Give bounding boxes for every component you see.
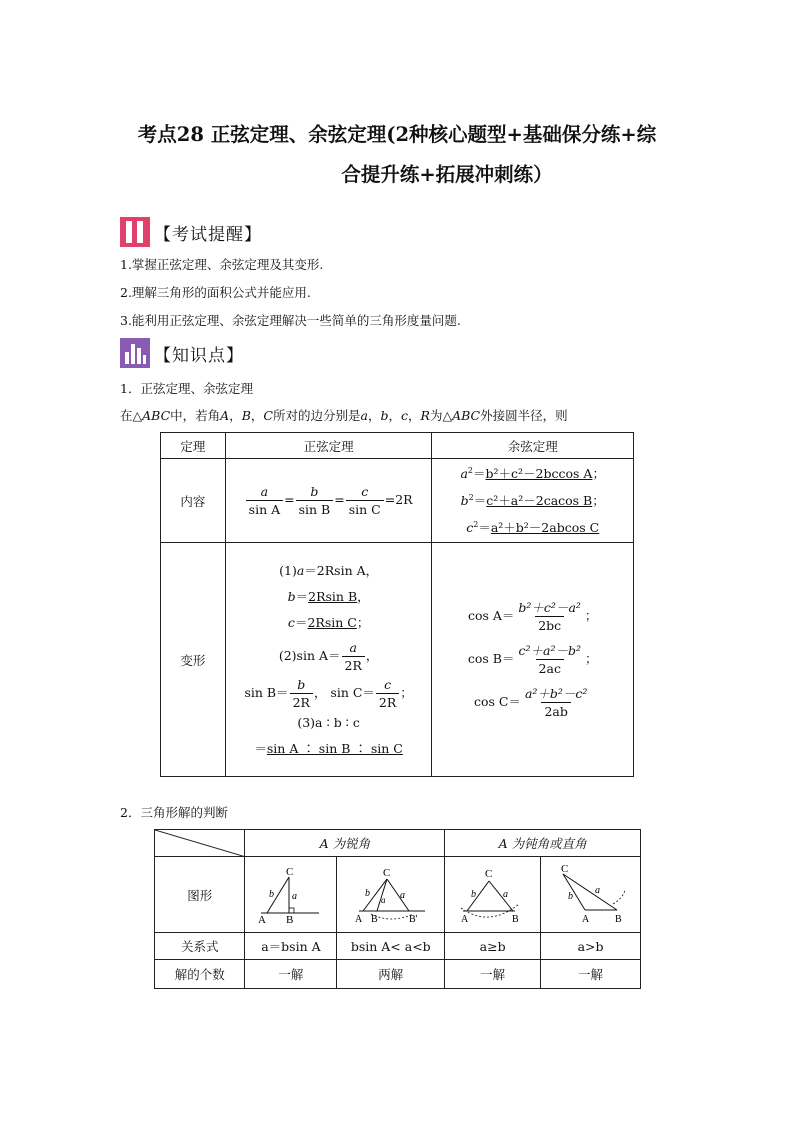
relation-1: a＝bsin A xyxy=(245,933,337,960)
cosine-law-a: $a^2=b^2+c^2-2bccos$ A； xyxy=(460,465,605,481)
label-B: B xyxy=(370,913,378,925)
triangle-right-figure xyxy=(255,864,327,926)
diagonal-line xyxy=(155,830,246,857)
figure-one-solution-a-ge-b xyxy=(445,857,541,933)
figure-one-solution-acute xyxy=(245,857,337,933)
knowledge-header xyxy=(120,338,244,368)
relation-2: bsin A< a<b xyxy=(337,933,445,960)
reminder-item-1: 1.掌握正弦定理、余弦定理及其变形. xyxy=(120,257,324,272)
sine-law-formula: $\frac{a}{\text{sin A}}$ = $\frac{b}{\text{sin B}}$ = $\frac{c}{\text{sin C}}$ =2R xyxy=(225,459,432,543)
row-label-figure: 图形 xyxy=(155,857,245,933)
reminder-item-3: 3.能利用正弦定理、余弦定理解决一些简单的三角形度量问题. xyxy=(120,313,461,328)
figure-two-solutions xyxy=(337,857,445,933)
exam-reminder-header xyxy=(120,217,262,247)
cosine-law-c: $c^2=a^2+b^2-2abcos$ C xyxy=(466,519,600,535)
theorem-table xyxy=(160,432,634,777)
label-a: a xyxy=(291,890,297,902)
label-C: C xyxy=(560,863,568,875)
label-A: A xyxy=(354,913,362,925)
sine-law-variants: (1)a＝2Rsin A， b＝2Rsin B， c＝2Rsin C； (2)sin A＝ $\frac{a}{2R}$ ， sin B＝ $\frac{b}{2R}$ ， sin C＝ $\frac{c}{2R}$ ； (3)a ∶ b ∶ c ＝sin A ∶ sin B ∶ sin C xyxy=(225,543,432,777)
label-C: C xyxy=(484,867,492,880)
header-acute: A 为锐角 xyxy=(245,830,445,857)
reminder-item-2: 2.理解三角形的面积公式并能应用. xyxy=(120,285,311,300)
diagonal-header-cell xyxy=(155,830,245,857)
cosine-law-b: $b^2=c^2+a^2-2cacos$ B； xyxy=(460,492,605,508)
relation-3: a≥b xyxy=(445,933,541,960)
count-4: 一解 xyxy=(541,960,641,989)
triangle-two-solutions-figure xyxy=(351,864,431,926)
label-a: a xyxy=(594,884,600,896)
bar-chart-icon xyxy=(120,338,150,368)
label-a: a xyxy=(399,889,405,901)
row-label-variants: 变形 xyxy=(161,543,226,777)
cosine-law-formulas xyxy=(432,459,634,543)
count-3: 一解 xyxy=(445,960,541,989)
label-b: b xyxy=(364,887,370,899)
triangle-solutions-table xyxy=(154,829,641,989)
label-a: a xyxy=(502,888,508,900)
row-label-relation: 关系式 xyxy=(155,933,245,960)
triangle-obtuse-figure xyxy=(549,864,633,926)
label-b: b xyxy=(567,890,573,902)
label-A: A xyxy=(581,913,589,925)
label-B: B xyxy=(285,913,294,926)
count-2: 两解 xyxy=(337,960,445,989)
label-A: A xyxy=(257,913,266,926)
page-title-line-1: 考点28 正弦定理、余弦定理(2种核心题型+基础保分练+综 xyxy=(137,123,657,146)
knowledge-heading: 【知识点】 xyxy=(154,345,244,366)
header-cosine-law: 余弦定理 xyxy=(432,433,634,459)
header-theorem: 定理 xyxy=(161,433,226,459)
count-1: 一解 xyxy=(245,960,337,989)
label-C: C xyxy=(285,865,294,878)
relation-4: a>b xyxy=(541,933,641,960)
label-b: b xyxy=(268,888,274,900)
row-label-solution-count: 解的个数 xyxy=(155,960,245,989)
label-C: C xyxy=(382,866,391,879)
subsection-2-heading: 2．三角形解的判断 xyxy=(120,805,228,820)
intro-text: 在△ABC中，若角A，B，C所对的边分别是a，b，c，R为△ABC外接圆半径，则 xyxy=(120,408,568,423)
header-obtuse-or-right: A 为钝角或直角 xyxy=(445,830,641,857)
pause-bars-icon xyxy=(120,217,150,247)
label-a: a xyxy=(380,894,386,905)
header-sine-law: 正弦定理 xyxy=(225,433,432,459)
label-b: b xyxy=(470,888,476,900)
figure-one-solution-obtuse xyxy=(541,857,641,933)
label-B-prime: B' xyxy=(408,913,418,925)
page-title-line-2: 合提升练+拓展冲刺练） xyxy=(341,163,553,186)
triangle-a-ge-b-figure xyxy=(453,864,533,926)
label-B: B xyxy=(614,913,622,925)
exam-reminder-heading: 【考试提醒】 xyxy=(154,224,262,245)
label-B: B xyxy=(511,913,519,925)
cosine-law-variants: cos A＝ $\frac{\text{b²＋c²－a²}}{2bc}$ ； cos B＝ $\frac{\text{c²＋a²－b²}}{2ac}$ ； cos C＝ $\frac{\text{a²＋b²－c²}}{2ab}$ xyxy=(432,543,634,777)
subsection-1-heading: 1．正弦定理、余弦定理 xyxy=(120,381,253,396)
label-A: A xyxy=(460,913,468,925)
row-label-content: 内容 xyxy=(161,459,226,543)
